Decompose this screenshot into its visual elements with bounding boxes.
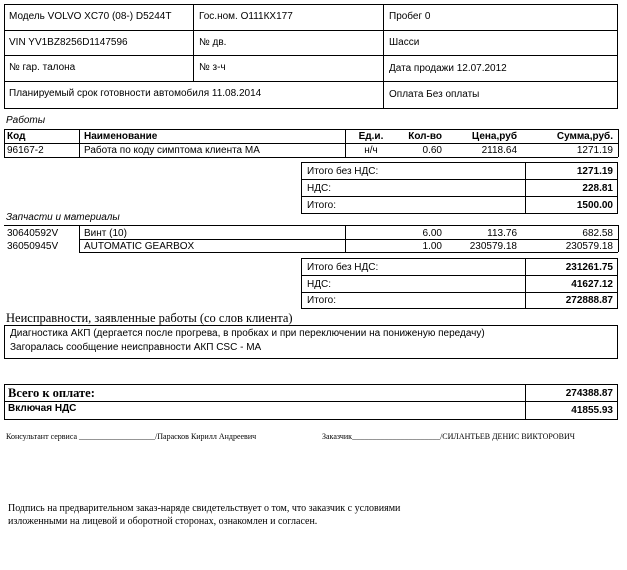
parts-section-title: Запчасти и материалы — [6, 212, 120, 223]
payment-type: Оплата Без оплаты — [389, 89, 480, 100]
table-border — [4, 143, 618, 144]
customer-signature-line — [322, 432, 575, 441]
divider — [301, 292, 618, 293]
part-price: 113.76 — [487, 228, 517, 239]
sale-date: Дата продажи 12.07.2012 — [389, 63, 507, 74]
works-total-value: 1500.00 — [576, 200, 613, 211]
column-header-name: Наименование — [84, 131, 158, 142]
table-border — [618, 129, 619, 157]
divider — [301, 275, 618, 276]
table-border — [4, 225, 618, 226]
consultant-label: Консультант сервиса — [6, 432, 78, 441]
column-header-price: Цена,руб — [471, 131, 517, 142]
complaint-line: Диагностика АКП (дергается после прогрева, в пробках и при переключении на пониженую передачу) — [10, 328, 485, 339]
works-vat-value: 228.81 — [582, 183, 613, 194]
mileage: Пробег 0 — [389, 11, 431, 22]
registration-number: Гос.ном. О111КХ177 — [199, 11, 293, 22]
divider — [525, 162, 526, 214]
part-qty: 1.00 — [422, 241, 442, 252]
table-border — [4, 129, 618, 130]
divider — [193, 4, 194, 81]
complaint-line: Загоралась сообщение неисправности АКП CSC - МА — [10, 342, 262, 353]
part-name: Винт (10) — [84, 228, 127, 239]
parts-total-value: 272888.87 — [565, 295, 613, 306]
divider — [301, 179, 618, 180]
part-code: 30640592V — [7, 228, 59, 239]
table-border — [79, 129, 80, 157]
signature-line — [6, 432, 256, 441]
warranty-ticket: № гар. талона — [9, 62, 76, 73]
part-code: 36050945V — [7, 241, 59, 252]
chassis: Шасси — [389, 37, 420, 48]
works-subtotal-label: Итого без НДС: — [307, 166, 379, 177]
column-header-qty: Кол-во — [408, 131, 442, 142]
works-total-label: Итого: — [307, 200, 336, 211]
table-border — [4, 129, 5, 157]
works-vat-label: НДС: — [307, 183, 331, 194]
engine-number: № дв. — [199, 37, 227, 48]
divider — [525, 258, 526, 309]
parts-subtotal-value: 231261.75 — [565, 262, 613, 273]
part-name: AUTOMATIC GEARBOX — [84, 241, 195, 252]
divider — [4, 55, 618, 56]
divider — [383, 4, 384, 109]
vehicle-model: Модель VOLVO XC70 (08-) D5244T — [9, 11, 172, 22]
column-header-code: Код — [7, 131, 26, 142]
table-border — [79, 225, 80, 252]
work-sum: 1271.19 — [576, 145, 613, 156]
vat-included-value: 41855.93 — [571, 405, 613, 416]
parts-total-label: Итого: — [307, 295, 336, 306]
table-border — [79, 239, 618, 240]
vin: VIN YV1BZ8256D1147596 — [9, 37, 128, 48]
parts-vat-label: НДС: — [307, 279, 331, 290]
consultant-signature-blank: ___________________ — [79, 432, 156, 441]
customer-label: Заказчик — [322, 432, 353, 441]
column-header-sum: Сумма,руб. — [556, 131, 613, 142]
table-border — [4, 157, 618, 158]
table-border — [618, 225, 619, 252]
divider — [4, 81, 618, 82]
work-price: 2118.64 — [481, 145, 517, 156]
works-subtotal-value: 1271.19 — [576, 166, 613, 177]
parts-subtotal-label: Итого без НДС: — [307, 262, 379, 273]
customer-signature-blank: ______________________ — [352, 432, 441, 441]
works-section-title: Работы — [6, 115, 46, 126]
part-sum: 682.58 — [582, 228, 613, 239]
agreement-text: изложенными на лицевой и оборотной сторонах, ознакомлен и согласен. — [8, 516, 318, 527]
work-qty: 0.60 — [422, 145, 442, 156]
order-number: № з-ч — [199, 62, 226, 73]
work-name: Работа по коду симптома клиента МА — [84, 145, 260, 156]
table-border — [79, 252, 618, 253]
complaints-title: Неисправности, заявленные работы (со слов клиента) — [6, 311, 293, 325]
vat-included-label: Включая НДС — [8, 403, 77, 414]
grand-total-label: Всего к оплате: — [8, 386, 95, 400]
divider — [4, 30, 618, 31]
column-header-unit: Ед.и. — [358, 131, 384, 142]
consultant-name: /Парасков Кирилл Андреевич — [155, 432, 257, 441]
customer-name: /СИЛАНТЬЕВ ДЕНИС ВИКТОРОВИЧ — [440, 432, 575, 441]
table-border — [345, 225, 346, 252]
grand-total-value: 274388.87 — [565, 388, 613, 399]
part-qty: 6.00 — [422, 228, 442, 239]
agreement-text: Подпись на предварительном заказ-наряде свидетельствует о том, что заказчик с условиями — [8, 503, 401, 514]
parts-vat-value: 41627.12 — [571, 279, 613, 290]
part-sum: 230579.18 — [565, 241, 613, 252]
work-code: 96167-2 — [7, 145, 44, 156]
planned-ready-date: Планируемый срок готовности автомобиля 11.08.2014 — [9, 88, 262, 99]
work-unit: н/ч — [364, 145, 378, 156]
divider — [525, 384, 526, 420]
part-price: 230579.18 — [469, 241, 517, 252]
divider — [301, 196, 618, 197]
